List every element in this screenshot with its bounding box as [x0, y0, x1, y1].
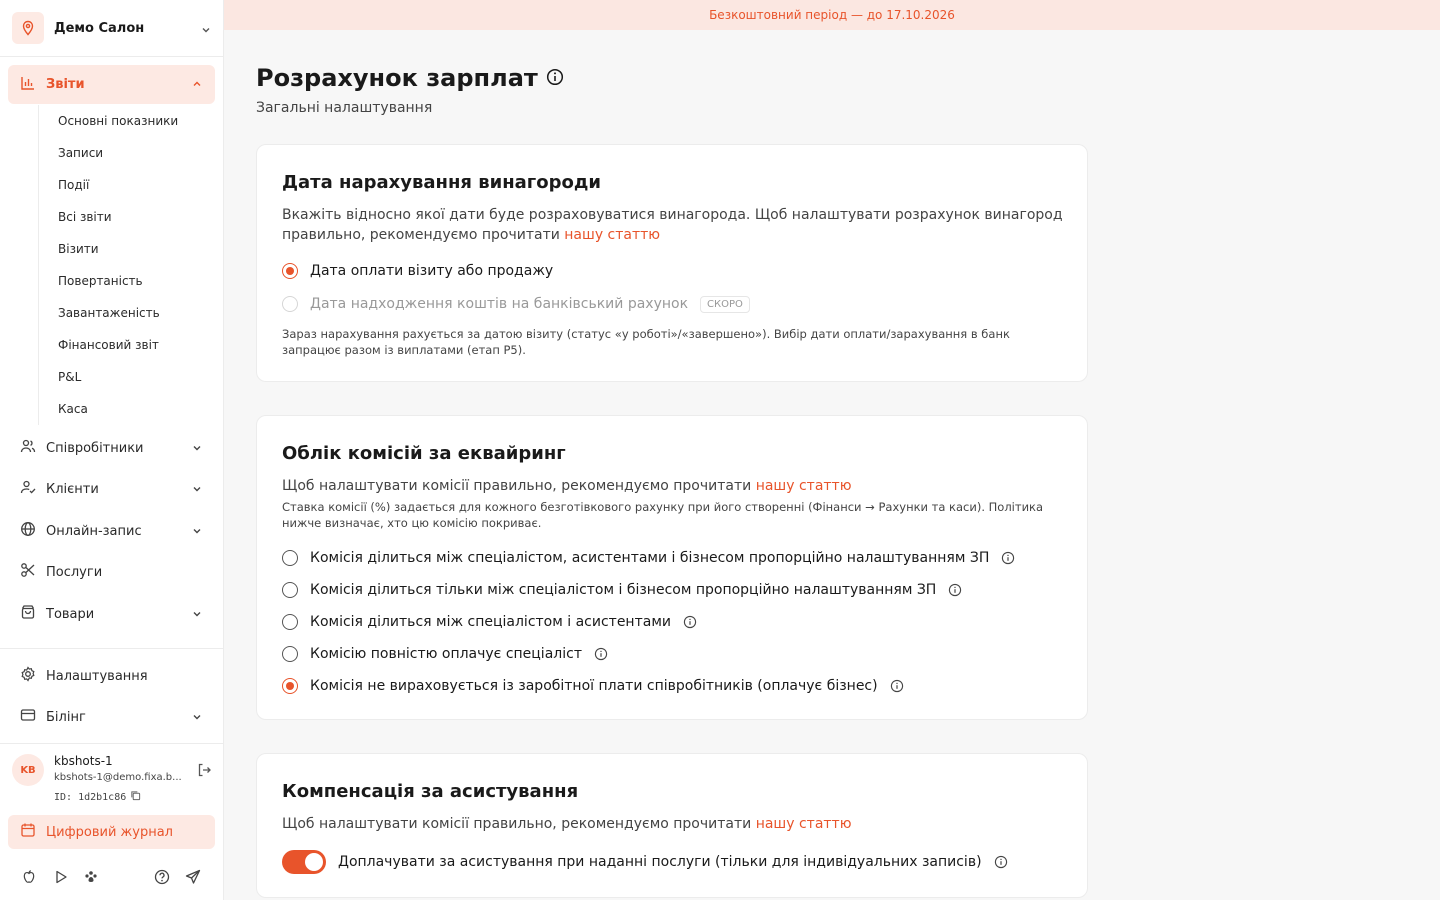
logout-icon[interactable]	[196, 762, 212, 782]
chevron-down-icon	[191, 525, 203, 541]
sidebar-item-services[interactable]	[8, 555, 215, 589]
digital-journal-button[interactable]	[8, 815, 215, 849]
sidebar-item-employees[interactable]	[8, 431, 215, 465]
help-icon[interactable]	[153, 868, 171, 890]
radio-button[interactable]	[282, 646, 298, 662]
user-email: kbshots-1@demo.fixa.b...	[54, 772, 182, 783]
radio-button[interactable]	[282, 678, 298, 694]
page-title	[256, 64, 564, 92]
radio-label: Дата надходження коштів на банківський рахунок	[310, 296, 689, 312]
sidebar-item-label: Налаштування	[46, 668, 148, 684]
sidebar-item-label: Співробітники	[46, 440, 144, 456]
card-description: Щоб налаштувати комісії правильно, рекомендуємо прочитати нашу статтю	[282, 816, 852, 832]
article-link[interactable]: нашу статтю	[755, 478, 852, 494]
card-description: Щоб налаштувати комісії правильно, рекомендуємо прочитати нашу статтю	[282, 478, 852, 494]
card-note: Ставка комісії (%) задається для кожного безготівкового рахунку при його створенні (Фінанси → Рахунки та каси). Політика нижче визначає, хто цю комісію покриває.	[282, 500, 1044, 530]
reward-date-card	[256, 144, 1088, 382]
user-check-icon	[20, 479, 36, 499]
calendar-icon	[20, 822, 36, 842]
chevron-down-icon	[191, 711, 203, 727]
footer-icons	[20, 868, 210, 888]
card-title: Облік комісій за еквайринг	[282, 443, 566, 464]
user-id-row	[54, 790, 141, 804]
bar-chart-icon	[20, 75, 36, 95]
gear-icon	[20, 666, 36, 686]
info-icon[interactable]	[683, 615, 697, 629]
radio-acquiring-option[interactable]	[282, 676, 904, 696]
subnav-item[interactable]: Завантаженість	[58, 306, 160, 320]
sidebar-item-reports[interactable]	[8, 65, 215, 104]
soon-badge: СКОРО	[700, 296, 750, 313]
radio-button[interactable]	[282, 550, 298, 566]
radio-bank-date	[282, 294, 750, 314]
radio-label: Комісію повністю оплачує спеціаліст	[310, 646, 582, 662]
toggle-label: Доплачувати за асистування при наданні послуги (тільки для індивідуальних записів)	[338, 854, 982, 870]
location-pin-icon	[12, 12, 44, 44]
card-title: Компенсація за асистування	[282, 781, 579, 802]
card-description: Вкажіть відносно якої дати буде розраховуватися винагорода. Щоб налаштувати розрахунок винагород правильно, рекомендуємо прочитати нашу статтю	[282, 207, 1063, 243]
chevron-up-icon	[191, 78, 203, 94]
reports-subnav	[38, 105, 218, 425]
paw-icon[interactable]	[82, 868, 100, 890]
radio-acquiring-option[interactable]	[282, 580, 962, 600]
radio-acquiring-option[interactable]	[282, 644, 608, 664]
trial-banner: Безкоштовний період — до 17.10.2026	[224, 0, 1440, 30]
sidebar-item-settings[interactable]	[8, 659, 215, 693]
user-id: ID: 1d2b1c86	[54, 791, 127, 803]
sidebar-item-billing[interactable]	[8, 700, 215, 734]
users-icon	[20, 438, 36, 458]
sidebar	[0, 0, 224, 900]
scissors-icon	[20, 562, 36, 582]
chevron-down-icon	[200, 21, 212, 40]
shopping-bag-icon	[20, 604, 36, 624]
apple-icon[interactable]	[20, 868, 38, 890]
subnav-item[interactable]: Записи	[58, 146, 104, 160]
info-icon[interactable]	[594, 647, 608, 661]
radio-label: Комісія ділиться тільки між спеціалістом і бізнесом пропорційно налаштуванням ЗП	[310, 582, 937, 598]
radio-button[interactable]	[282, 614, 298, 630]
radio-label: Дата оплати візиту або продажу	[310, 263, 554, 279]
org-name: Демо Салон	[54, 20, 145, 36]
assist-toggle-row	[282, 850, 1008, 874]
subnav-item[interactable]: Всі звіти	[58, 210, 112, 224]
acquiring-card	[256, 415, 1088, 720]
journal-label: Цифровий журнал	[46, 824, 173, 840]
divider	[0, 648, 224, 649]
user-name: kbshots-1	[54, 754, 113, 768]
info-icon[interactable]	[994, 855, 1008, 869]
sidebar-item-label: Звіти	[46, 77, 85, 92]
sidebar-item-label: Білінг	[46, 709, 86, 725]
radio-acquiring-option[interactable]	[282, 548, 1015, 568]
radio-payment-date[interactable]	[282, 261, 553, 281]
radio-label: Комісія ділиться між спеціалістом і асистентами	[310, 614, 671, 630]
sidebar-item-goods[interactable]	[8, 597, 215, 631]
user-profile	[12, 752, 216, 808]
assist-compensation-card	[256, 753, 1088, 898]
send-icon[interactable]	[184, 868, 202, 890]
radio-label: Комісія не вираховується із заробітної плати співробітників (оплачує бізнес)	[310, 678, 878, 694]
subnav-item[interactable]: Події	[58, 178, 90, 192]
chevron-down-icon	[191, 483, 203, 499]
info-icon[interactable]	[546, 64, 564, 92]
info-icon[interactable]	[948, 583, 962, 597]
play-store-icon[interactable]	[52, 868, 70, 890]
avatar: KB	[12, 754, 44, 786]
page-title-text: Розрахунок зарплат	[256, 64, 538, 92]
sidebar-item-clients[interactable]	[8, 472, 215, 506]
radio-button	[282, 296, 298, 312]
radio-button[interactable]	[282, 582, 298, 598]
article-link[interactable]: нашу статтю	[564, 227, 661, 243]
subnav-item[interactable]: P&L	[58, 370, 82, 384]
subnav-item[interactable]: Візити	[58, 242, 99, 256]
radio-acquiring-option[interactable]	[282, 612, 697, 632]
divider	[0, 743, 224, 744]
card-note: Зараз нарахування рахується за датою візиту (статус «у роботі»/«завершено»). Вибір дати оплати/зарахування в банк запрацює разом із виплатами (етап P5).	[282, 327, 1010, 357]
sidebar-item-label: Онлайн-запис	[46, 523, 142, 539]
divider	[0, 56, 224, 57]
sidebar-item-label: Товари	[46, 606, 95, 622]
card-title: Дата нарахування винагороди	[282, 172, 601, 193]
article-link[interactable]: нашу статтю	[755, 816, 852, 832]
copy-icon[interactable]	[130, 790, 141, 804]
sidebar-item-online-booking[interactable]	[8, 514, 215, 548]
chevron-down-icon	[191, 442, 203, 458]
credit-card-icon	[20, 707, 36, 727]
info-icon[interactable]	[1001, 551, 1015, 565]
subnav-item[interactable]: Фінансовий звіт	[58, 338, 159, 352]
sidebar-item-label: Клієнти	[46, 481, 99, 497]
page-subtitle: Загальні налаштування	[256, 100, 433, 116]
assist-toggle[interactable]	[282, 850, 326, 874]
sidebar-item-label: Послуги	[46, 564, 103, 580]
subnav-item[interactable]: Каса	[58, 402, 88, 416]
info-icon[interactable]	[890, 679, 904, 693]
radio-button[interactable]	[282, 263, 298, 279]
radio-label: Комісія ділиться між спеціалістом, асистентами і бізнесом пропорційно налаштуванням ЗП	[310, 550, 990, 566]
org-switcher[interactable]	[12, 10, 216, 46]
subnav-item[interactable]: Повертаність	[58, 274, 143, 288]
globe-icon	[20, 521, 36, 541]
chevron-down-icon	[191, 608, 203, 624]
subnav-item[interactable]: Основні показники	[58, 114, 179, 128]
